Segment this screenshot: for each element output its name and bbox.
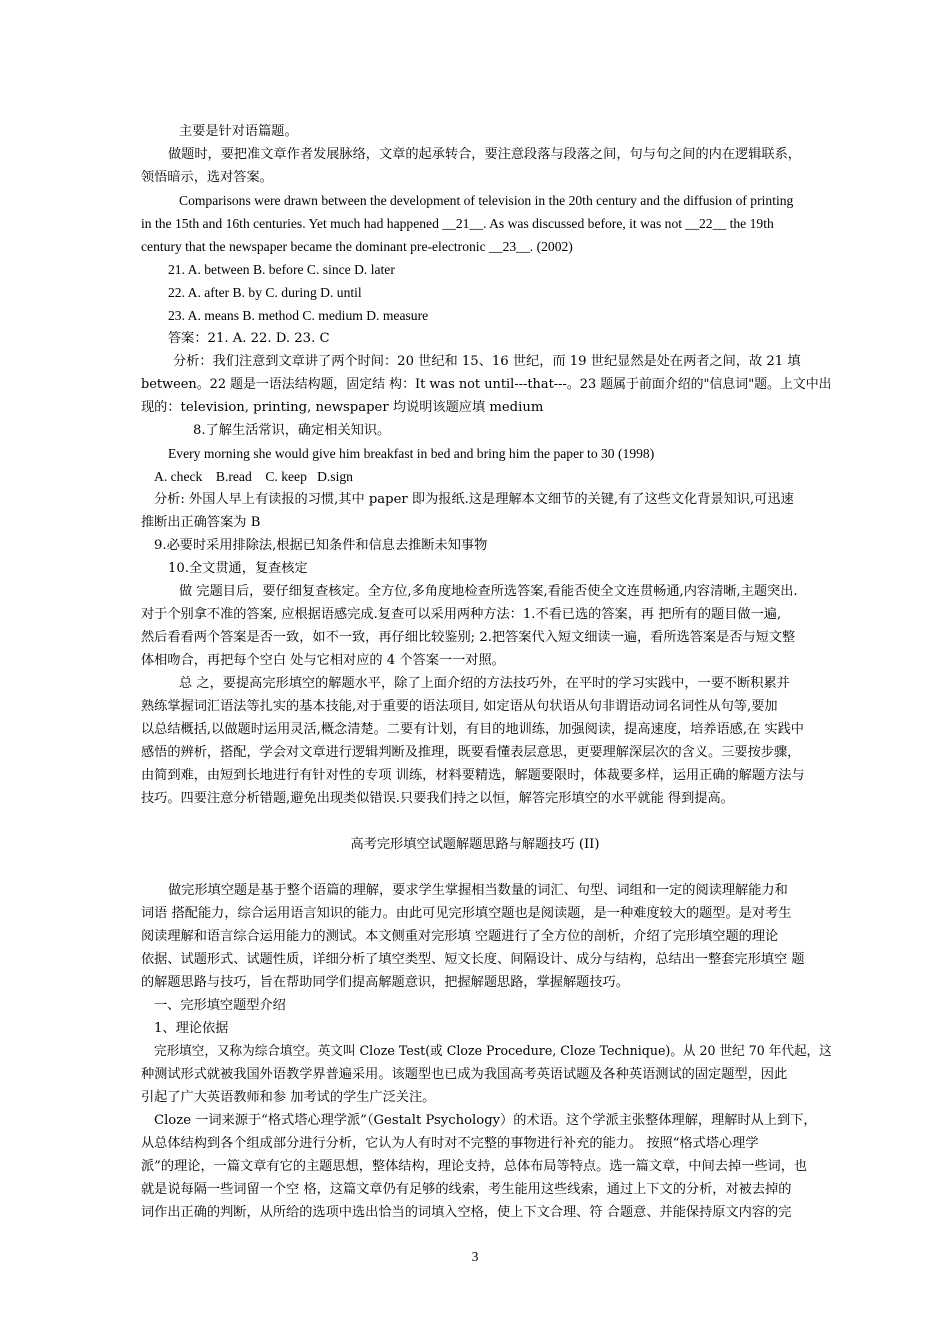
section-title: 高考完形填空试题解题思路与解题技巧 (II) — [350, 837, 600, 852]
tip-heading: 10.全文贯通，复查核定 — [168, 561, 308, 576]
text-line: 派”的理论，一篇文章有它的主题思想，整体结构，理论支持，总体布局等特点。选一篇文章，中间去掉一些词，也 — [141, 1159, 808, 1174]
text-line: 的解题思路与技巧，旨在帮助同学们提高解题意识，把握解题思路，掌握解题技巧。 — [141, 975, 629, 990]
text-line: 词作出正确的判断，从所给的选项中选出恰当的词填入空格，使上下文合理、符 合题意、并能保持原文内容的完 — [141, 1205, 792, 1220]
text-line: Every morning she would give him breakfast in bed and bring him the paper to 30 (1998) — [168, 446, 655, 461]
text-line: 现的：television, printing, newspaper 均说明该题应填 medium — [141, 400, 544, 415]
text-line: 完形填空，又称为综合填空。英文叫 Cloze Test(或 Cloze Procedure, Cloze Technique)。从 20 世纪 70 年代起，这 — [154, 1044, 832, 1059]
text-line: Comparisons were drawn between the development of television in the 20th century and the diffusion of printing — [179, 193, 794, 208]
text-line: 以总结概括,以做题时运用灵活,概念清楚。二要有计划，有目的地训练，加强阅读，提高速度，培养语感,在 实践中 — [141, 722, 804, 737]
text-line: 对于个别拿不准的答案, 应根据语感完成.复查可以采用两种方法：1.不看已选的答案，再 把所有的题目做一遍, — [141, 607, 782, 622]
text-line: 主要是针对语篇题。 — [179, 124, 298, 139]
option-line: 23. A. means B. method C. medium D. measure — [168, 308, 429, 323]
subsection-heading: 一、完形填空题型介绍 — [154, 998, 286, 1013]
text-line: 种测试形式就被我国外语教学界普遍采用。该题型也已成为我国高考英语试题及各种英语测试的固定题型，因此 — [141, 1067, 788, 1082]
text-line: 做 完题目后，要仔细复查核定。全方位,多角度地检查所选答案,看能否使全文连贯畅通,内容清晰,主题突出. — [179, 584, 798, 599]
answer-line: 答案：21. A. 22. D. 23. C — [168, 331, 330, 346]
text-line: 总 之，要提高完形填空的解题水平，除了上面介绍的方法技巧外，在平时的学习实践中，一要不断积累并 — [179, 676, 790, 691]
text-line: century that the newspaper became the dominant pre-electronic __23__. (2002) — [141, 239, 573, 254]
text-line: 引起了广大英语教师和参 加考试的学生广泛关注。 — [141, 1090, 436, 1105]
text-line: between。22 题是一语法结构题，固定结 构：It was not until---that---。23 题属于前面介绍的"信息词"题。上文中出 — [141, 377, 832, 392]
option-line: 21. A. between B. before C. since D. later — [168, 262, 395, 277]
text-line: 领悟暗示，选对答案。 — [141, 170, 273, 185]
text-line: 词语 搭配能力，综合运用语言知识的能力。由此可见完形填空题也是阅读题，是一种难度较大的题型。是对考生 — [141, 906, 792, 921]
subsection-heading: 1、理论依据 — [154, 1021, 229, 1036]
text-line: 熟练掌握词汇语法等扎实的基本技能,对于重要的语法项目, 如定语从句状语从句非谓语动词名词性从句等,要加 — [141, 699, 778, 714]
text-line: 然后看看两个答案是否一致，如不一致，再仔细比较鉴别; 2.把答案代入短文细读一遍，看所选答案是否与短文整 — [141, 630, 796, 645]
text-line: 分析: 外国人早上有读报的习惯,其中 paper 即为报纸.这是理解本文细节的关键,有了这些文化背景知识,可迅速 — [154, 492, 794, 507]
tip-heading: 9.必要时采用排除法,根据已知条件和信息去推断未知事物 — [154, 538, 488, 553]
text-line: 体相吻合，再把每个空白 处与它相对应的 4 个答案一一对照。 — [141, 653, 505, 668]
option-line: A. check B.read C. keep D.sign — [154, 469, 353, 484]
text-line: 做完形填空题是基于整个语篇的理解，要求学生掌握相当数量的词汇、句型、词组和一定的阅读理解能力和 — [168, 883, 788, 898]
text-line: Cloze 一词来源于“格式塔心理学派”（Gestalt Psychology）的术语。这个学派主张整体理解，理解时从上到下， — [154, 1113, 817, 1128]
text-line: 从总体结构到各个组成部分进行分析，它认为人有时对不完整的事物进行补充的能力。 按照“格式塔心理学 — [141, 1136, 759, 1151]
text-line: 依据、试题形式、试题性质，详细分析了填空类型、短文长度、间隔设计、成分与结构，总结出一整套完形填空 题 — [141, 952, 805, 967]
text-line: in the 15th and 16th centuries. Yet much had happened __21__. As was discussed before, it was not __22__ the 19th — [141, 216, 774, 231]
tip-heading: 8.了解生活常识，确定相关知识。 — [193, 423, 391, 438]
option-line: 22. A. after B. by C. during D. until — [168, 285, 362, 300]
text-line: 分析：我们注意到文章讲了两个时间：20 世纪和 15、16 世纪，而 19 世纪显然是处在两者之间，故 21 填 — [173, 354, 801, 369]
text-line: 做题时，要把准文章作者发展脉络，文章的起承转合，要注意段落与段落之间，句与句之间的内在逻辑联系， — [168, 147, 801, 162]
text-line: 就是说每隔一些词留一个空 格，这篇文章仍有足够的线索，考生能用这些线索，通过上下文的分析，对被去掉的 — [141, 1182, 792, 1197]
page-number: 3 — [471, 1249, 479, 1264]
text-line: 由简到难，由短到长地进行有针对性的专项 训练，材料要精选，解题要限时，体裁要多样，运用正确的解题方法与 — [141, 768, 805, 783]
text-line: 感悟的辨析，搭配，学会对文章进行逻辑判断及推理，既要看懂表层意思，更要理解深层次的含义。三要按步骤， — [141, 745, 801, 760]
text-line: 技巧。四要注意分析错题,避免出现类似错误.只要我们持之以恒，解答完形填空的水平就能 得到提高。 — [141, 791, 734, 806]
text-line: 推断出正确答案为 B — [141, 515, 261, 530]
text-line: 阅读理解和语言综合运用能力的测试。本文侧重对完形填 空题进行了全方位的剖析，介绍了完形填空题的理论 — [141, 929, 779, 944]
